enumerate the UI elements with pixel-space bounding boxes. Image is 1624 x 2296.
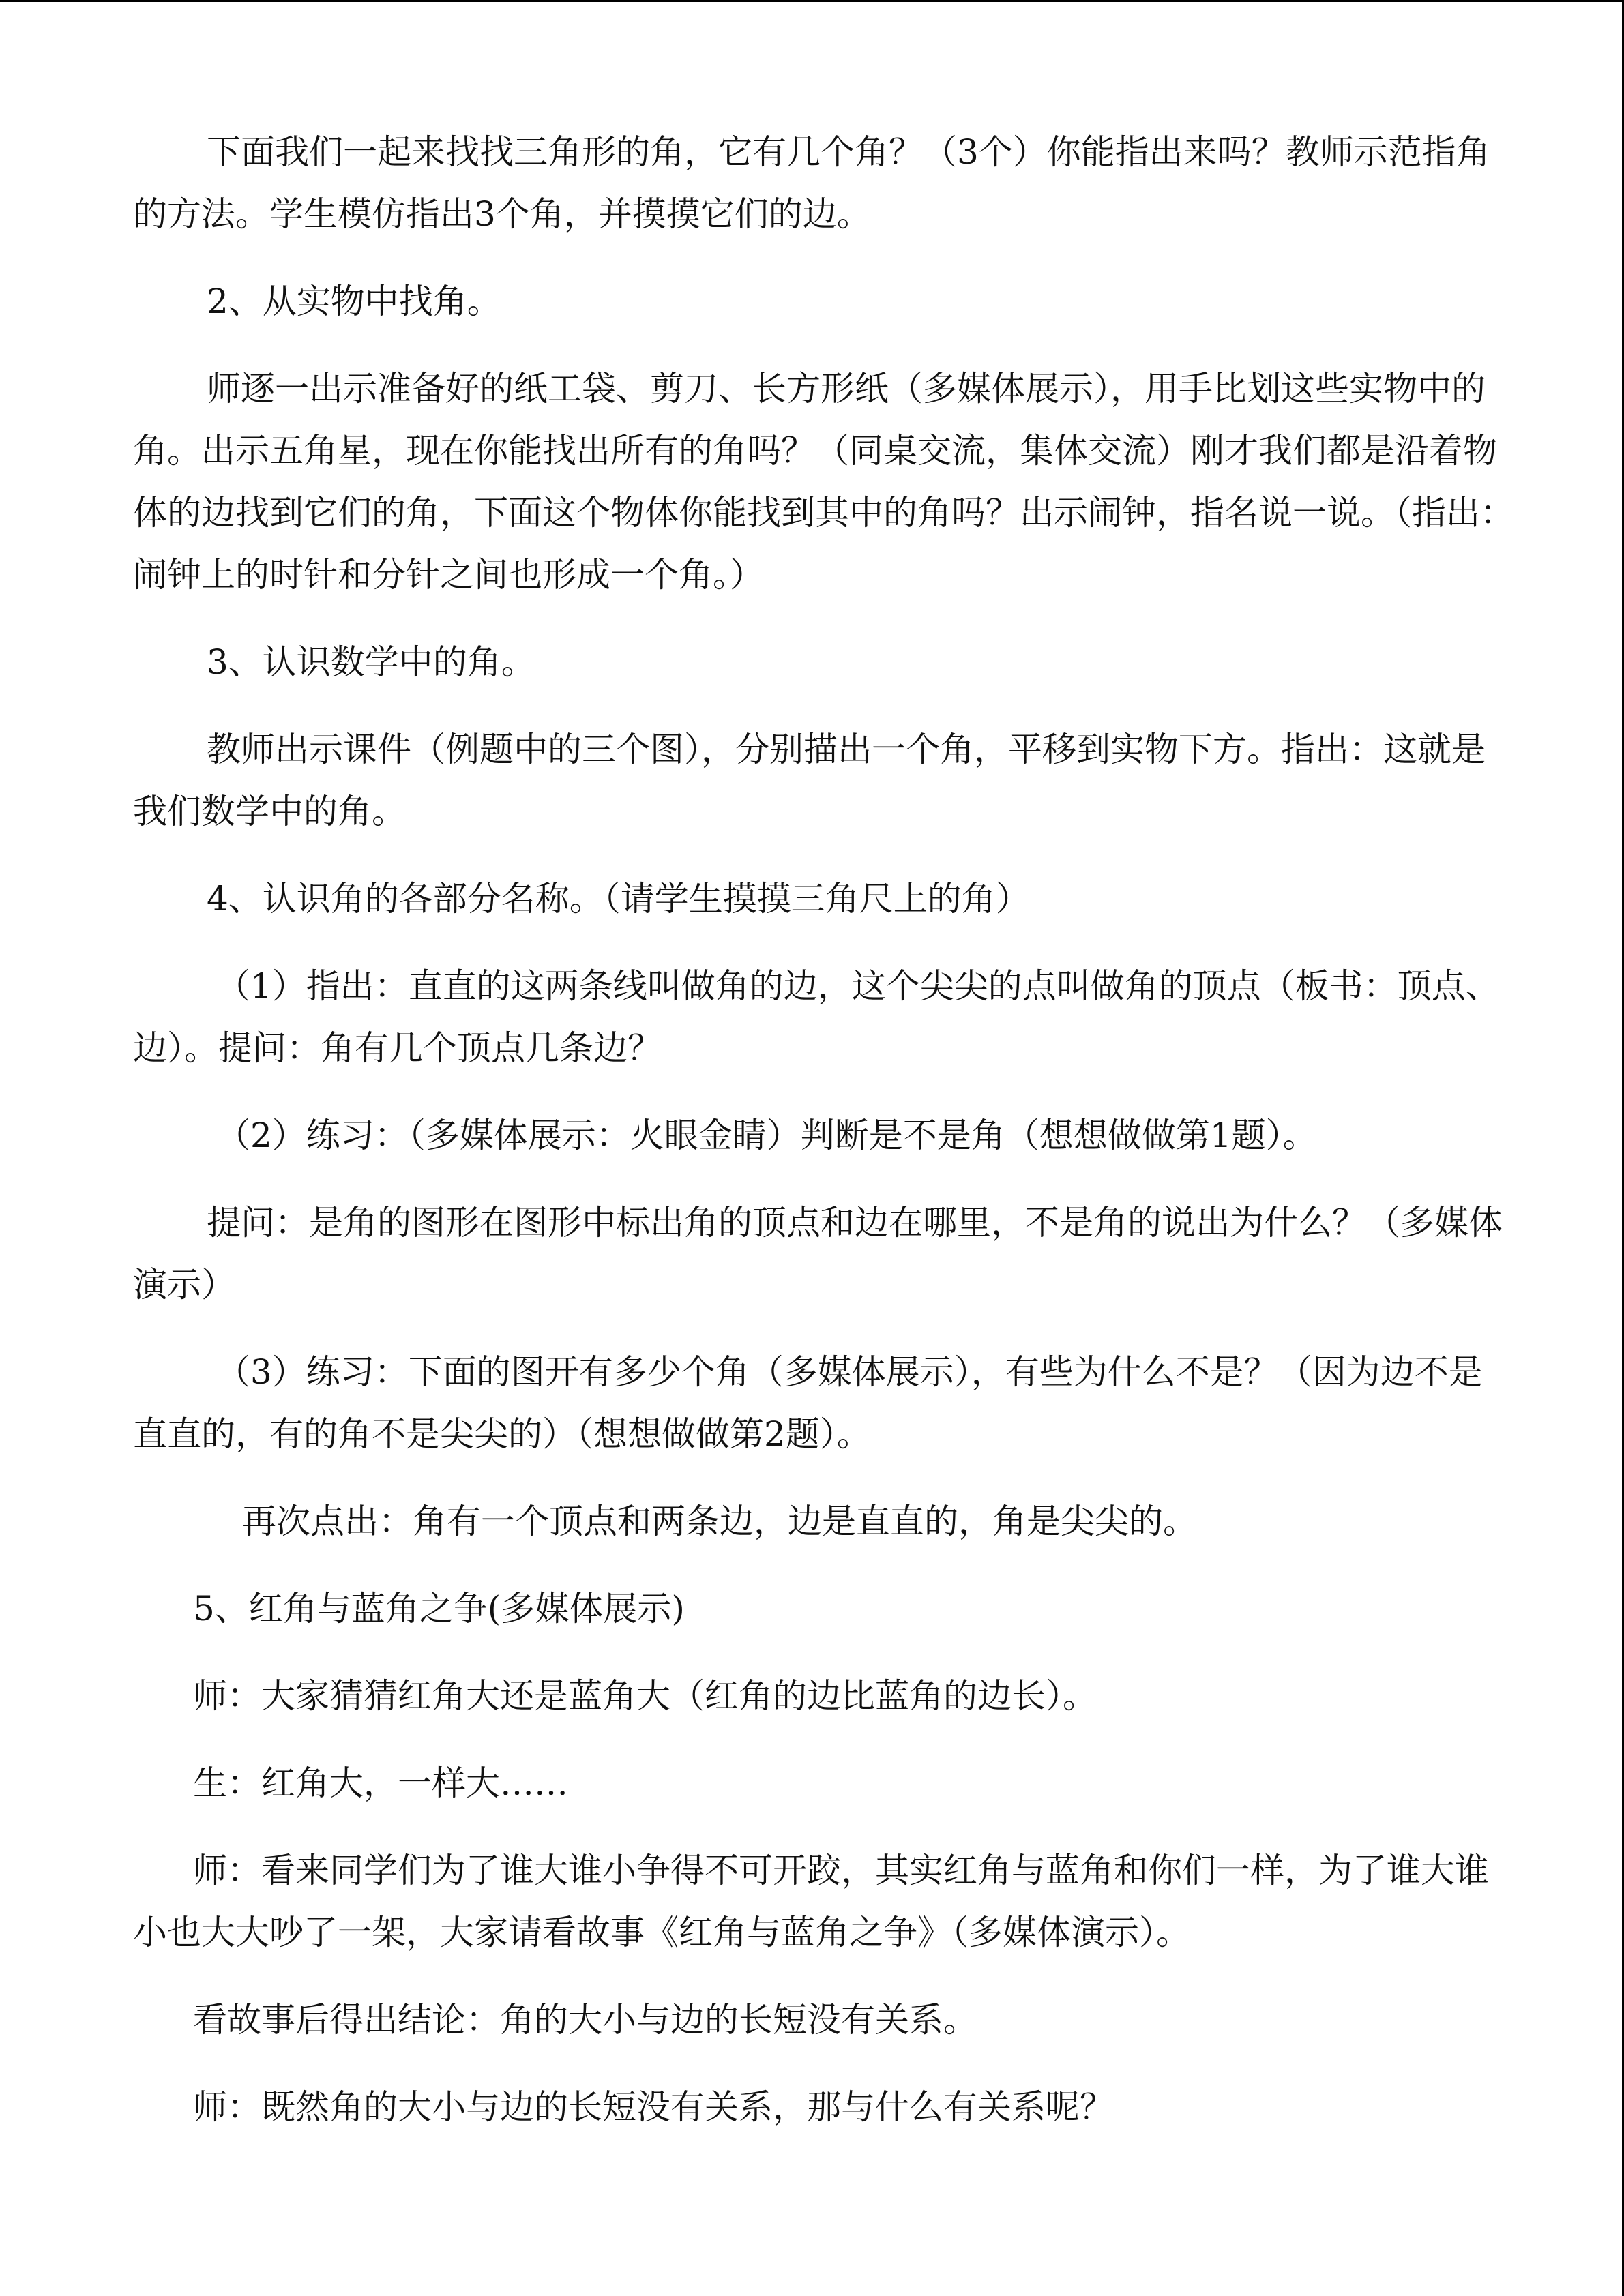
paragraph-conclusion: 看故事后得出结论：角的大小与边的长短没有关系。 — [193, 2000, 977, 2040]
paragraph-point-out-vertex-sides: （1）指出：直直的这两条线叫做角的边，这个尖尖的点叫做角的顶点（板书：顶点、边）。提问：角有几个顶点几条边？ — [133, 966, 1500, 1068]
section-heading-math-angles: 3、认识数学中的角。 — [207, 642, 535, 682]
dialogue-teacher-guess: 师：大家猜猜红角大还是蓝角大（红角的边比蓝角的边长）。 — [193, 1676, 1097, 1716]
paragraph-objects-angles: 师逐一出示准备好的纸工袋、剪刀、长方形纸（多媒体展示），用手比划这些实物中的角。出示五角星，现在你能找出所有的角吗？（同桌交流，集体交流）刚才我们都是沿着物体的边找到它们的角，下面这个物体你能找到其中的角吗？出示闹钟，指名说一说。（指出：闹钟上的时针和分针之间也形成一个角。） — [133, 369, 1514, 595]
document-body — [133, 121, 1514, 2164]
section-heading-find-angles-in-objects: 2、从实物中找角。 — [207, 282, 501, 321]
paragraph-courseware: 教师出示课件（例题中的三个图），分别描出一个角，平移到实物下方。指出：这就是我们数学中的角。 — [133, 730, 1486, 831]
dialogue-student-answer: 生：红角大，一样大…… — [193, 1763, 568, 1803]
dialogue-teacher-story: 师：看来同学们为了谁大谁小争得不可开跤，其实红角与蓝角和你们一样，为了谁大谁小也大大吵了一架，大家请看故事《红角与蓝角之争》（多媒体演示）。 — [133, 1851, 1489, 1952]
paragraph-exercise-1: （2）练习：（多媒体展示：火眼金睛）判断是不是角（想想做做第1题）。 — [216, 1116, 1317, 1155]
section-heading-red-blue-angle: 5、红角与蓝角之争(多媒体展示) — [193, 1589, 685, 1628]
section-heading-angle-parts: 4、认识角的各部分名称。（请学生摸摸三角尺上的角） — [207, 879, 1030, 919]
paragraph-question: 提问：是角的图形在图形中标出角的顶点和边在哪里，不是角的说出为什么？（多媒体演示） — [133, 1203, 1503, 1304]
paragraph-exercise-2: （3）练习：下面的图开有多少个角（多媒体展示），有些为什么不是？（因为边不是直直的，有的角不是尖尖的）（想想做做第2题）。 — [133, 1352, 1483, 1454]
paragraph-find-triangle-angles: 下面我们一起来找找三角形的角，它有几个角？（3个）你能指出来吗？教师示范指角的方法。学生模仿指出3个角，并摸摸它们的边。 — [133, 132, 1490, 234]
paragraph-summary: 再次点出：角有一个顶点和两条边，边是直直的，角是尖尖的。 — [242, 1502, 1197, 1541]
dialogue-teacher-question: 师：既然角的大小与边的长短没有关系，那与什么有关系呢？ — [193, 2087, 1114, 2127]
